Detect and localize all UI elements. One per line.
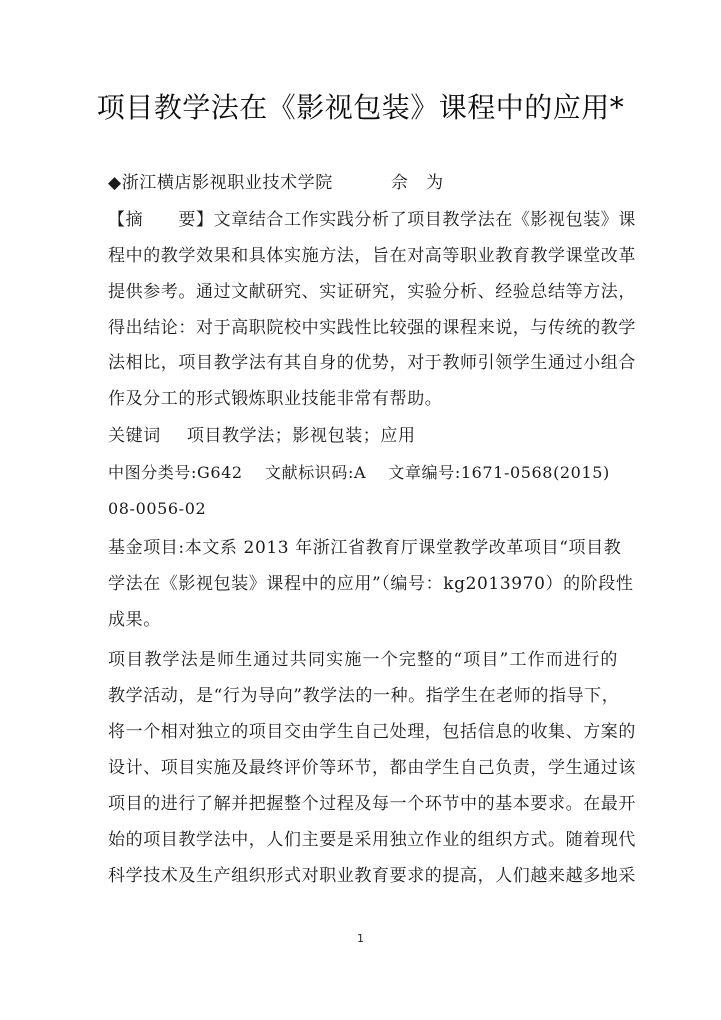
abstract-line: 【摘 要】文章结合工作实践分析了项目教学法在《影视包装》课: [108, 210, 636, 230]
abstract-line: 提供参考。通过文献研究、实证研究，实验分析、经验总结等方法，: [108, 282, 636, 302]
body-line: 将一个相对独立的项目交由学生自己处理，包括信息的收集、方案的: [108, 722, 636, 742]
abstract-line: 程中的教学效果和具体实施方法，旨在对高等职业教育教学课堂改革: [108, 246, 636, 266]
classification-line: 中图分类号:G642 文献标识码:A 文章编号:1671-0568(2015): [108, 463, 610, 482]
body-line: 教学活动，是“行为导向”教学法的一种。指学生在老师的指导下，: [108, 686, 620, 706]
classification-line: 08-0056-02: [108, 499, 207, 518]
body-line: 项目教学法是师生通过共同实施一个完整的“项目”工作而进行的: [108, 650, 618, 670]
body-line: 科学技术及生产组织形式对职业教育要求的提高，人们越来越多地采: [108, 866, 636, 886]
keywords-value: 项目教学法；影视包装；应用: [186, 426, 416, 446]
abstract-line: 法相比，项目教学法有其自身的优势，对于教师引领学生通过小组合: [108, 353, 636, 373]
paper-title: 项目教学法在《影视包装》课程中的应用*: [96, 91, 625, 124]
keywords-line: [108, 425, 618, 447]
diamond-bullet-icon: ◆: [108, 173, 122, 193]
keywords-label: 关键词: [108, 426, 161, 446]
body-line: 始的项目教学法中，人们主要是采用独立作业的组织方式。随着现代: [108, 830, 636, 850]
body-line: 项目的进行了解并把握整个过程及每一个环节中的基本要求。在最开: [108, 794, 636, 814]
institution-name: 浙江横店影视职业技术学院: [121, 173, 333, 193]
fund-line: 成果。: [108, 610, 161, 630]
fund-line: 基金项目:本文系 2013 年浙江省教育厅课堂教学改革项目“项目教: [108, 538, 622, 558]
body-line: 设计、项目实施及最终评价等环节，都由学生自己负责，学生通过该: [108, 758, 636, 778]
abstract-line: 得出结论：对于高职院校中实践性比较强的课程来说，与传统的教学: [108, 318, 636, 338]
fund-line: 学法在《影视包装》课程中的应用”（编号：kg2013970）的阶段性: [108, 574, 634, 594]
abstract-line: 作及分工的形式锻炼职业技能非常有帮助。: [108, 389, 443, 409]
affiliation-line: [108, 172, 618, 194]
page-number: 1: [357, 932, 364, 945]
author-name: 佘 为: [390, 173, 444, 193]
